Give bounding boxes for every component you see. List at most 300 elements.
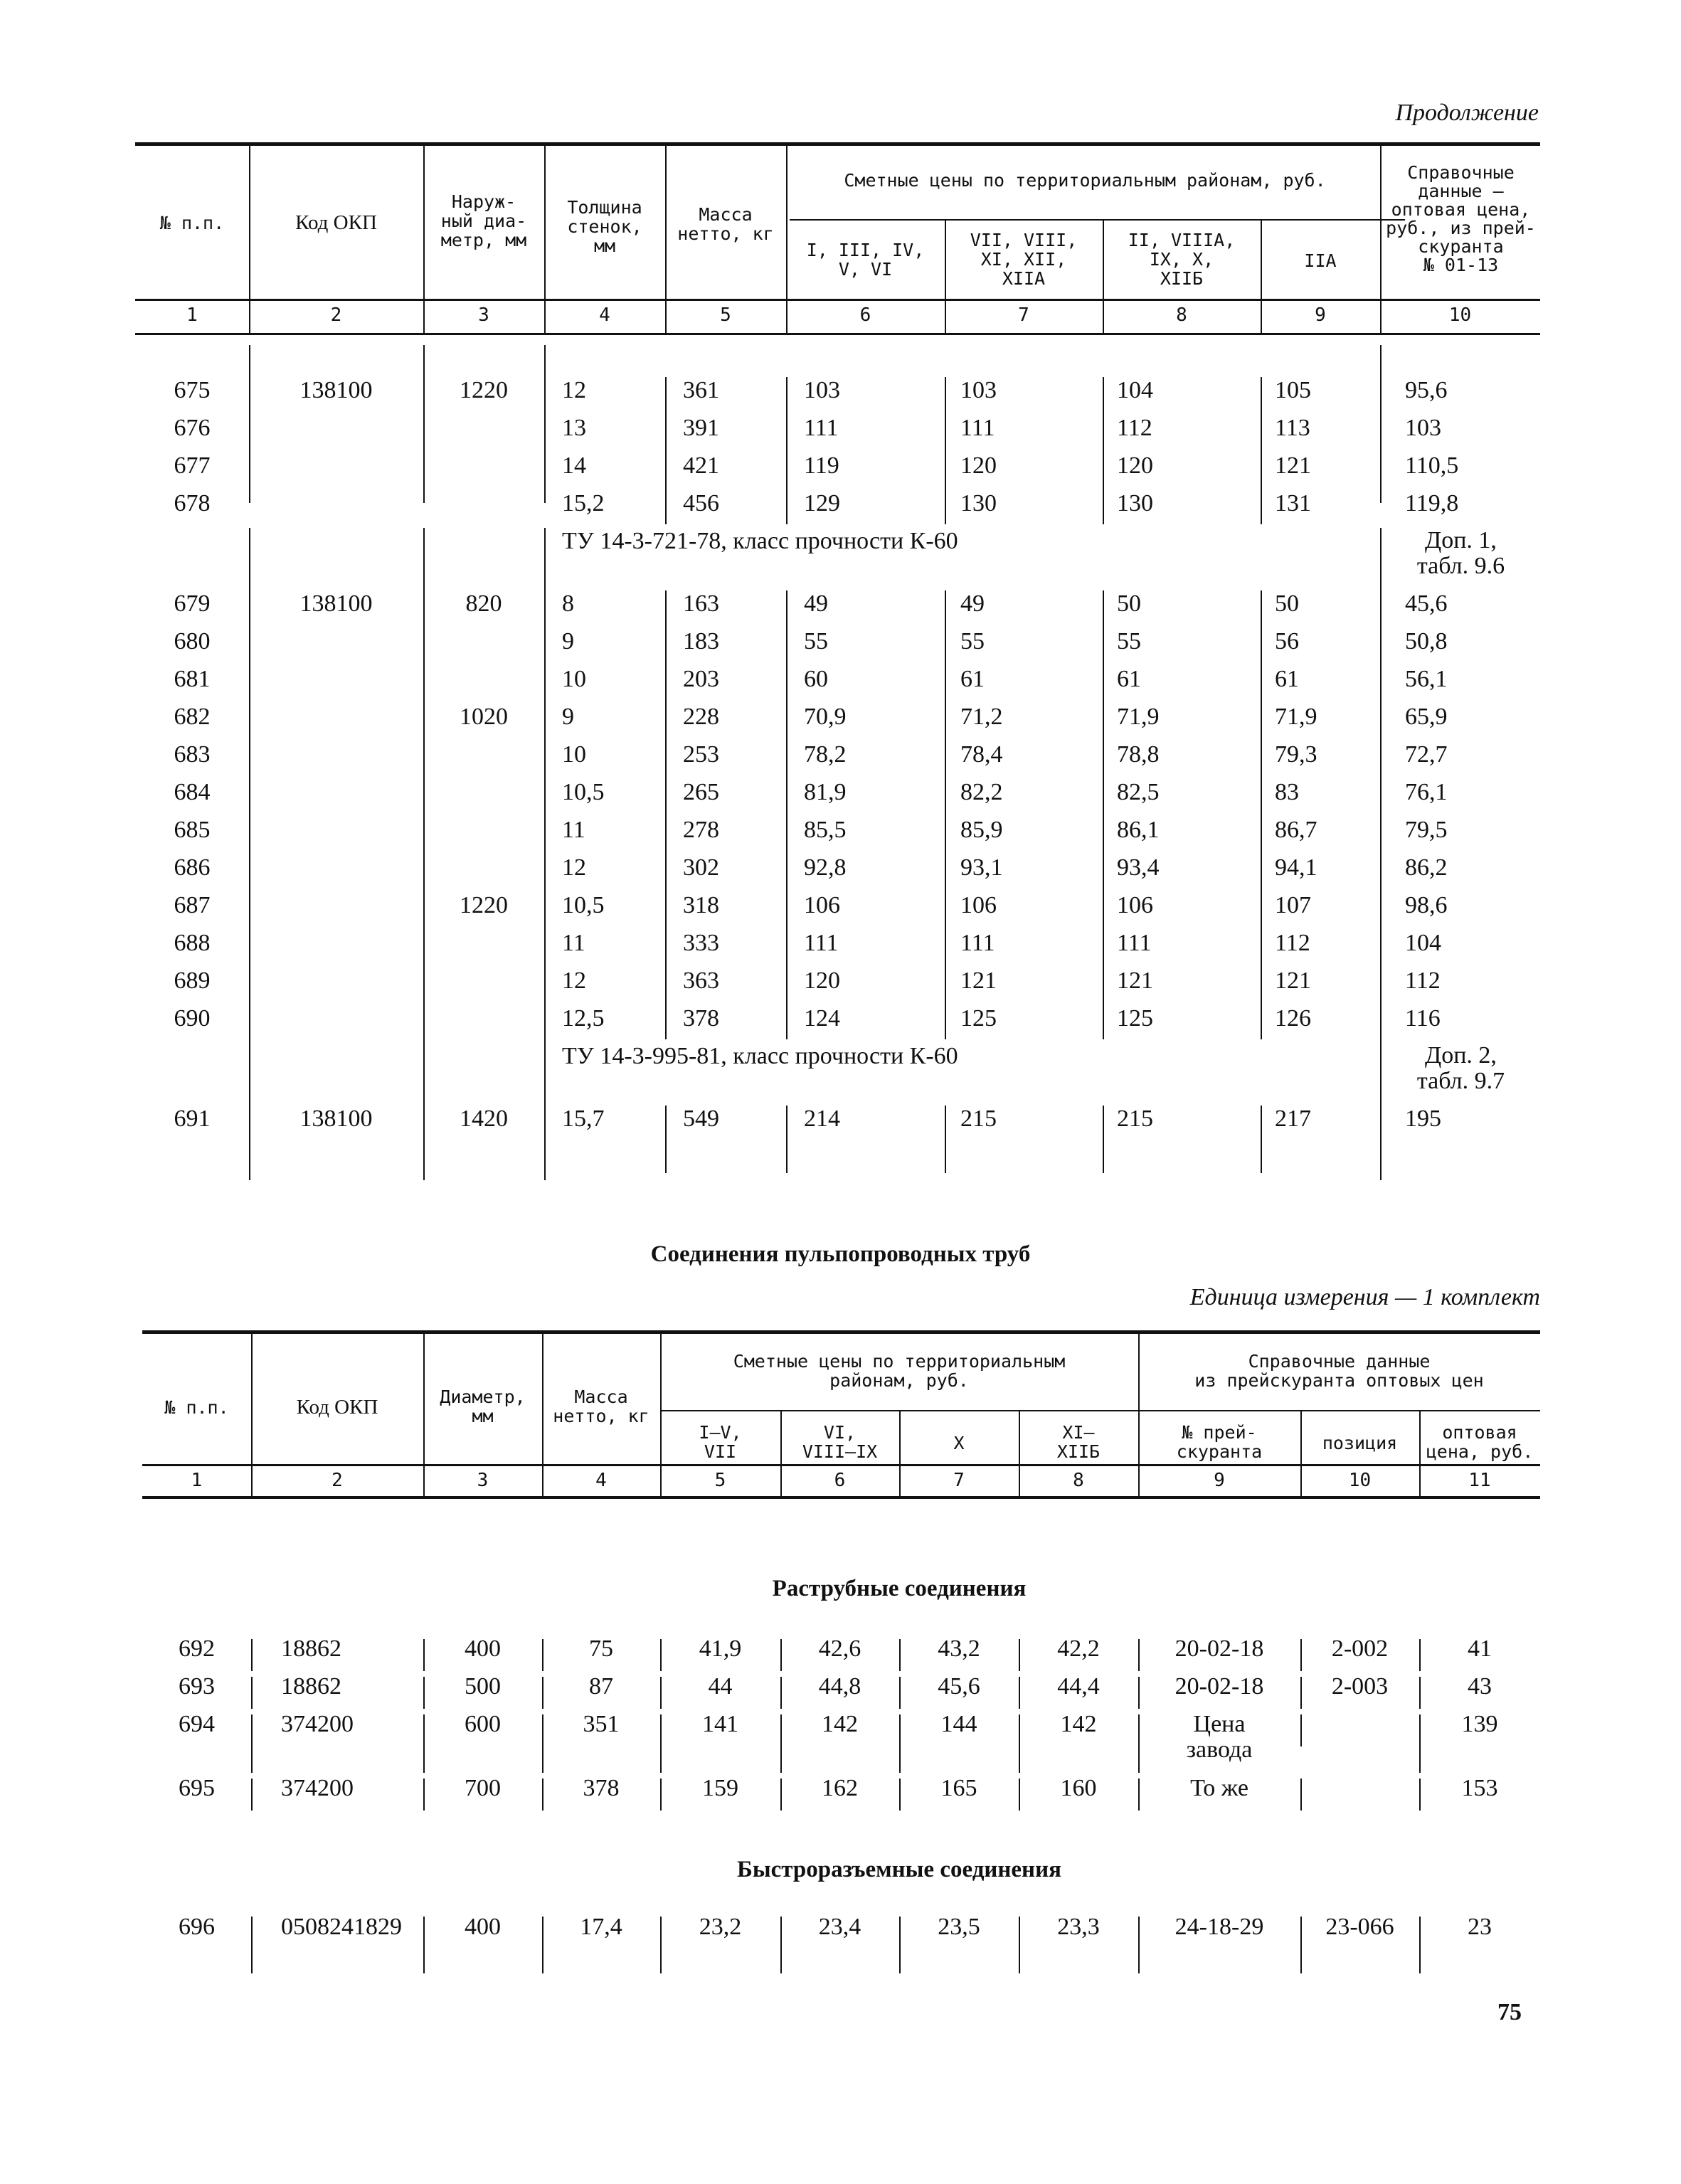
table-cell: 120 [1117,452,1153,479]
table-cell: 12,5 [562,1005,605,1032]
table-cell: 18862 [281,1636,341,1662]
table-cell: 400 [465,1636,501,1662]
col-divider [1019,1917,1020,1973]
col-divider [665,377,667,524]
table-cell: 549 [683,1106,719,1132]
table-cell: 2-003 [1331,1673,1389,1700]
table-cell: 688 [174,930,211,956]
reference-note: Доп. 1, табл. 9.6 [1416,527,1505,579]
column-number: 7 [1018,304,1029,326]
header-region-3: II, VIIIA, IX, X, XIIБ [1128,230,1236,289]
subsection-title: Раструбные соединения [772,1576,1027,1601]
table-cell: 121 [960,968,997,994]
col-divider [1138,1714,1140,1773]
table-cell: 20-02-18 [1174,1673,1264,1700]
table-cell: 82,5 [1117,779,1160,805]
header-wall: Толщина стенок, мм [567,197,642,256]
table-cell: 107 [1275,892,1311,918]
table-cell: 17,4 [580,1914,622,1940]
col-divider [544,345,546,503]
table-cell: 50,8 [1405,628,1448,654]
col-divider [423,1043,425,1107]
table-cell: 20-02-18 [1174,1636,1264,1662]
table-cell: 215 [1117,1106,1153,1132]
table-cell: 103 [1405,415,1441,441]
col-divider [1019,1639,1020,1671]
table-cell: 681 [174,666,211,692]
table-cell: 49 [960,590,985,617]
table-cell: 56,1 [1405,666,1448,692]
header-reference: Справочные данные из прейскуранта оптовых цен [1194,1351,1484,1391]
table-cell: 60 [804,666,828,692]
table-cell: 676 [174,415,211,441]
column-number: 10 [1348,1470,1372,1491]
column-number: 9 [1214,1470,1225,1491]
table-cell: 120 [960,452,997,479]
table-cell: 104 [1405,930,1441,956]
table-cell: 12 [562,377,586,403]
table-cell: 361 [683,377,719,403]
table-cell: 121 [1275,968,1311,994]
column-number: 6 [859,304,871,326]
colnum-rule [142,1496,1540,1499]
col-divider [786,1106,788,1173]
table-top-rule [142,1330,1540,1334]
header-wholesale: оптовая цена, руб. [1426,1422,1534,1462]
table-cell: 214 [804,1106,840,1132]
table-cell: 71,9 [1275,704,1317,730]
table-cell: 691 [174,1106,211,1132]
table-cell: 685 [174,817,211,843]
col-divider [1019,1714,1020,1773]
col-divider [1380,528,1382,592]
table-cell: 65,9 [1405,704,1448,730]
col-divider [665,1106,667,1173]
pipe-price-table [135,142,1540,1167]
col-divider [1300,1714,1302,1746]
table-cell: 278 [683,817,719,843]
table-cell: 131 [1275,490,1311,516]
table-cell: 12 [562,968,586,994]
col-divider [780,1779,782,1811]
table-cell: 302 [683,854,719,881]
table-cell: 75 [589,1636,613,1662]
table-cell: 138100 [299,377,373,403]
table-cell: 378 [683,1005,719,1032]
table-cell: 23,5 [938,1914,980,1940]
col-divider [786,590,788,1039]
table-cell: 61 [1275,666,1299,692]
table-cell: 696 [179,1914,215,1940]
col-divider [899,1917,901,1973]
col-divider [1103,1106,1104,1173]
table-cell: 351 [583,1711,620,1737]
column-number: 8 [1073,1470,1084,1491]
table-cell: 677 [174,452,211,479]
table-cell: 678 [174,490,211,516]
connections-table [142,1330,1540,2006]
table-cell: 23,2 [699,1914,742,1940]
table-cell: 162 [822,1775,858,1801]
table-cell: 92,8 [804,854,847,881]
header-region-2: VII, VIII, XI, XII, XIIA [970,230,1078,289]
column-number: 10 [1448,304,1472,326]
col-divider [1019,1779,1020,1811]
table-cell: 165 [940,1775,977,1801]
table-cell: 55 [804,628,828,654]
col-divider [544,1043,546,1107]
table-cell: 119,8 [1405,490,1459,516]
subsection-title: Быстроразъемные соединения [737,1857,1061,1882]
table-cell: 111 [960,415,995,441]
header-diameter: Диаметр, мм [440,1387,526,1426]
col-divider [1380,1043,1382,1107]
table-cell: 104 [1117,377,1153,403]
col-divider [1419,1677,1421,1709]
table-top-rule [135,142,1540,146]
table-cell: 10,5 [562,779,605,805]
table-cell: 142 [1060,1711,1097,1737]
column-number: 1 [186,304,198,326]
table-cell: 14 [562,452,586,479]
col-divider [1419,1714,1421,1773]
price-group-rule [790,219,1405,221]
table-cell: 9 [562,628,574,654]
col-divider [780,1714,782,1773]
header-okp: Код ОКП [295,211,377,234]
col-divider [542,1677,543,1709]
table-cell: 82,2 [960,779,1003,805]
table-cell: 683 [174,741,211,768]
table-cell: 119 [804,452,839,479]
col-divider [1300,1639,1302,1671]
header-mass: Масса нетто, кг [677,204,774,244]
table-cell: 124 [804,1005,840,1032]
table-cell: 0508241829 [281,1914,402,1940]
reference-note: Доп. 2, табл. 9.7 [1416,1042,1505,1094]
table-cell: 126 [1275,1005,1311,1032]
col-divider [251,1639,253,1671]
table-cell: 203 [683,666,719,692]
table-cell: 83 [1275,779,1299,805]
col-divider [542,1779,543,1811]
col-divider [1419,1917,1421,1973]
table-cell: 682 [174,704,211,730]
table-cell: 23 [1468,1914,1492,1940]
header-region-3: X [953,1433,965,1453]
table-cell: 106 [960,892,997,918]
table-cell: 686 [174,854,211,881]
col-divider [1380,1102,1382,1180]
table-cell: 10 [562,741,586,768]
col-divider [1138,1677,1140,1709]
col-divider [1300,1917,1302,1973]
header-region-1: I, III, IV, V, VI [806,240,925,280]
header-region-1: I—V, VII [699,1422,742,1462]
table-cell: 318 [683,892,719,918]
table-cell: 98,6 [1405,892,1448,918]
table-cell: 11 [562,930,585,956]
spec-note: ТУ 14-3-721-78, класс прочности К-60 [562,528,958,554]
table-cell: 111 [1117,930,1152,956]
table-cell: 112 [1405,968,1441,994]
header-region-2: VI, VIII—IX [802,1422,878,1462]
table-cell: 1220 [460,377,508,403]
col-divider [899,1677,901,1709]
column-number: 4 [599,304,610,326]
col-divider [249,587,250,1043]
column-number: 2 [332,1470,343,1491]
table-cell: 215 [960,1106,997,1132]
table-cell: 24-18-29 [1174,1914,1264,1940]
table-cell: 130 [1117,490,1153,516]
header-pricelist: № прей- скуранта [1176,1422,1263,1462]
table-cell: 78,8 [1117,741,1160,768]
table-cell: 94,1 [1275,854,1317,881]
table-cell: 87 [589,1673,613,1700]
table-cell: 43,2 [938,1636,980,1662]
table-cell: 76,1 [1405,779,1448,805]
header-region-4: XI— XIIБ [1056,1422,1101,1462]
table-cell: 72,7 [1405,741,1448,768]
col-divider [1019,1677,1020,1709]
col-divider [780,1917,782,1973]
table-cell: 378 [583,1775,620,1801]
col-divider [542,1917,543,1973]
table-cell: 112 [1275,930,1310,956]
table-cell: 138100 [299,590,373,617]
table-cell: 13 [562,415,586,441]
col-divider [249,528,250,592]
table-cell: 689 [174,968,211,994]
col-divider [899,1779,901,1811]
table-cell: 79,3 [1275,741,1317,768]
table-cell: 44 [708,1673,733,1700]
table-cell: 138100 [299,1106,373,1132]
header-rule [135,299,1540,301]
table-cell: 61 [1117,666,1141,692]
col-divider [660,1779,662,1811]
table-cell: 675 [174,377,211,403]
table-cell: 15,2 [562,490,605,516]
table-cell: 50 [1275,590,1299,617]
column-number: 7 [953,1470,965,1491]
column-number: 5 [720,304,731,326]
col-divider [1300,1677,1302,1709]
header-num: № п.п. [159,213,225,233]
column-number: 6 [834,1470,846,1491]
col-divider [423,1779,425,1811]
table-cell: 50 [1117,590,1141,617]
col-divider [423,345,425,503]
table-cell: 103 [960,377,997,403]
table-cell: 23-066 [1325,1914,1394,1940]
table-cell: 142 [822,1711,858,1737]
table-cell: 680 [174,628,211,654]
table-cell: 70,9 [804,704,847,730]
spec-note: ТУ 14-3-995-81, класс прочности К-60 [562,1043,958,1069]
table-cell: 195 [1405,1106,1441,1132]
table-cell: 42,6 [818,1636,861,1662]
table-cell: 106 [1117,892,1153,918]
col-divider [1138,1639,1140,1671]
col-divider [945,590,946,1039]
table-cell: 86,7 [1275,817,1317,843]
col-divider [251,1917,253,1973]
table-cell: 160 [1060,1775,1097,1801]
table-cell: 11 [562,817,585,843]
table-cell: 687 [174,892,211,918]
table-cell: 694 [179,1711,215,1737]
table-cell: 391 [683,415,719,441]
table-cell: 85,9 [960,817,1003,843]
table-cell: 1020 [460,704,508,730]
table-cell: 693 [179,1673,215,1700]
col-divider [1419,1779,1421,1811]
col-divider [251,1677,253,1709]
column-number: 2 [330,304,342,326]
table-cell: 400 [465,1914,501,1940]
table-cell: 374200 [281,1775,354,1801]
table-cell: 15,7 [562,1106,605,1132]
col-divider [1103,590,1104,1039]
col-divider [423,1639,425,1671]
column-number: 1 [191,1470,203,1491]
table-cell: То же [1190,1775,1248,1801]
col-divider [423,1677,425,1709]
header-prices: Сметные цены по территориальным районам, руб. [733,1351,1066,1391]
col-divider [251,1714,253,1773]
table-cell: 86,1 [1117,817,1160,843]
table-cell: 42,2 [1057,1636,1100,1662]
table-cell: 86,2 [1405,854,1448,881]
table-cell: 44,8 [818,1673,861,1700]
table-cell: 41 [1468,1636,1492,1662]
column-number: 11 [1468,1470,1491,1491]
column-number: 8 [1176,304,1187,326]
table-cell: 78,2 [804,741,847,768]
col-divider [1261,1106,1262,1173]
col-divider [1138,1917,1140,1973]
table-cell: 112 [1117,415,1152,441]
table-cell: 93,1 [960,854,1003,881]
col-divider [660,1677,662,1709]
table-cell: 43 [1468,1673,1492,1700]
table-cell: 456 [683,490,719,516]
col-divider [1380,345,1382,503]
header-diameter: Наруж- ный диа- метр, мм [440,191,527,250]
col-divider [544,1102,546,1180]
table-cell: 45,6 [1405,590,1448,617]
col-divider [660,1917,662,1973]
table-cell: 103 [804,377,840,403]
col-divider [899,1639,901,1671]
table-cell: 56 [1275,628,1299,654]
col-divider [251,1779,253,1811]
column-number: 4 [595,1470,607,1491]
table-cell: 684 [174,779,211,805]
column-number: 9 [1315,304,1326,326]
column-number: 5 [714,1470,726,1491]
header-prices: Сметные цены по территориальным районам, руб. [844,170,1326,191]
col-divider [542,1714,543,1773]
table-cell: 81,9 [804,779,847,805]
table-cell: 55 [1117,628,1141,654]
col-divider [1103,377,1104,524]
col-divider [1380,587,1382,1043]
table-cell: 10 [562,666,586,692]
table-cell: 9 [562,704,574,730]
col-divider [660,1714,662,1773]
continuation-label: Продолжение [1395,100,1539,126]
column-number: 3 [478,304,489,326]
table-cell: 183 [683,628,719,654]
table-cell: 130 [960,490,997,516]
table-cell: 692 [179,1636,215,1662]
table-cell: 1420 [460,1106,508,1132]
table-cell: 8 [562,590,574,617]
table-cell: 125 [960,1005,997,1032]
table-cell: 600 [465,1711,501,1737]
table-cell: 12 [562,854,586,881]
table-cell: 111 [960,930,995,956]
table-cell: 10,5 [562,892,605,918]
header-mass: Масса нетто, кг [553,1387,649,1426]
col-divider [665,590,667,1039]
table-cell: 55 [960,628,985,654]
table-cell: 116 [1405,1005,1441,1032]
table-cell: 700 [465,1775,501,1801]
col-divider [1138,1779,1140,1811]
table-cell: Цена завода [1186,1711,1253,1763]
col-divider [1261,590,1262,1039]
col-divider [544,528,546,592]
table-cell: 41,9 [699,1636,742,1662]
col-divider [542,1639,543,1671]
header-position: позиция [1322,1433,1398,1453]
table-cell: 120 [804,968,840,994]
table-cell: 374200 [281,1711,354,1737]
col-divider [1419,1639,1421,1671]
table-cell: 106 [804,892,840,918]
header-region-4: IIA [1304,250,1337,271]
table-cell: 61 [960,666,985,692]
col-divider [423,528,425,592]
table-cell: 163 [683,590,719,617]
section-title: Соединения пульпопроводных труб [650,1241,1031,1267]
col-divider [423,1102,425,1180]
table-cell: 125 [1117,1005,1153,1032]
col-divider [945,1106,946,1173]
header-okp: Код ОКП [296,1396,378,1419]
table-cell: 23,4 [818,1914,861,1940]
table-cell: 110,5 [1405,452,1459,479]
subgroup-rule [660,1410,1540,1411]
table-cell: 141 [702,1711,738,1737]
header-num: № п.п. [164,1397,229,1418]
table-cell: 1220 [460,892,508,918]
table-cell: 113 [1275,415,1310,441]
table-cell: 144 [940,1711,977,1737]
table-cell: 18862 [281,1673,341,1700]
col-divider [544,587,546,1043]
table-cell: 421 [683,452,719,479]
table-cell: 153 [1461,1775,1498,1801]
col-divider [786,377,788,524]
colnum-rule [135,333,1540,335]
col-divider [780,1677,782,1709]
table-cell: 111 [804,930,839,956]
